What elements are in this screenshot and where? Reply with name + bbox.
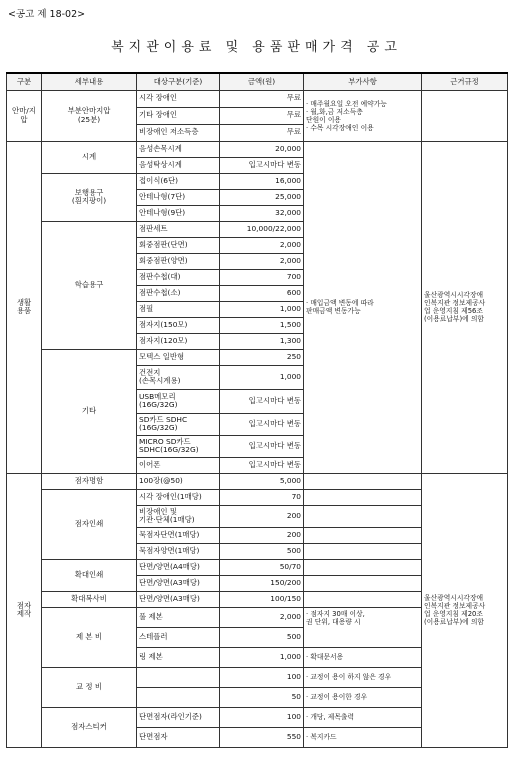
group-name: 점자스티커 <box>42 707 137 747</box>
header-category: 구분 <box>7 73 42 90</box>
table-cell-target: 단면점자(라인기준) <box>137 707 220 727</box>
table-cell-note <box>304 505 422 527</box>
table-cell-target: 비장애인 저소득층 <box>137 124 220 141</box>
group-name: 제 본 비 <box>42 607 137 667</box>
table-cell-note <box>304 489 422 505</box>
table-cell-note: · 확대문서용 <box>304 647 422 667</box>
table-cell-target: 점자지(150모) <box>137 317 220 333</box>
table-cell-target: 단면/양면(A3매당) <box>137 591 220 607</box>
basis-living: 울산광역시시각장애 인복지관 정보제공사 업 운영지침 제56조 (이용료납부)에 의함 <box>422 141 508 473</box>
table-cell-target: USB메모리 (16G/32G) <box>137 389 220 413</box>
table-cell-amount: 50 <box>220 687 304 707</box>
group-name: 기타 <box>42 349 137 473</box>
table-cell-target: 점판수첩(대) <box>137 269 220 285</box>
table-cell-amount: 5,000 <box>220 473 304 489</box>
table-cell-amount: 50/70 <box>220 559 304 575</box>
table-cell-note <box>304 543 422 559</box>
basis-massage <box>422 90 508 141</box>
table-cell-target: SD카드 SDHC (16G/32G) <box>137 413 220 435</box>
detail-massage: 부분안마지압 (25분) <box>42 90 137 141</box>
table-cell-target: 100장(@50) <box>137 473 220 489</box>
table-cell-amount: 600 <box>220 285 304 301</box>
page-title: 복지관이용료 및 용품판매가격 공고 <box>111 40 402 55</box>
table-cell-amount: 550 <box>220 727 304 747</box>
group-name: 확대인쇄 <box>42 559 137 591</box>
header-basis: 근거규정 <box>422 73 508 90</box>
table-cell-target: 단면점자 <box>137 727 220 747</box>
table-cell-amount: 500 <box>220 627 304 647</box>
table-cell-amount: 2,000 <box>220 607 304 627</box>
header-detail: 세부내용 <box>42 73 137 90</box>
table-cell-target: 링 제본 <box>137 647 220 667</box>
header-target: 대상구분(기준) <box>137 73 220 90</box>
table-cell-target: 비장애인 및 기관·단체(1매당) <box>137 505 220 527</box>
table-cell-amount: 16,000 <box>220 173 304 189</box>
table-cell-amount: 1,300 <box>220 333 304 349</box>
category-massage: 안마/지압 <box>7 90 42 141</box>
table-cell-target: 묵점자양면(1매당) <box>137 543 220 559</box>
table-cell-target: 이어폰 <box>137 457 220 473</box>
table-cell-note: · 점자지 30매 이상, 권 단위, 대용량 시 <box>304 607 422 647</box>
table-cell-note <box>304 575 422 591</box>
table-cell-target: 단면/양면(A3매당) <box>137 575 220 591</box>
table-cell-amount: 1,500 <box>220 317 304 333</box>
table-cell-amount: 700 <box>220 269 304 285</box>
table-cell-target: 시각 장애인(1매당) <box>137 489 220 505</box>
notice-number: <공고 제 18-02> <box>8 9 86 20</box>
table-cell-target: 모텍스 일반형 <box>137 349 220 365</box>
table-cell-target: 접이식(6단) <box>137 173 220 189</box>
header-amount: 금액(원) <box>220 73 304 90</box>
table-cell-amount: 100 <box>220 707 304 727</box>
price-table <box>6 72 508 748</box>
table-cell-amount: 입고시마다 변동 <box>220 157 304 173</box>
table-cell-note <box>304 591 422 607</box>
table-cell-target: 묵점자단면(1매당) <box>137 527 220 543</box>
table-cell-amount: 70 <box>220 489 304 505</box>
category-living: 생활 용품 <box>7 141 42 473</box>
table-cell-amount: 2,000 <box>220 253 304 269</box>
table-cell-amount: 입고시마다 변동 <box>220 435 304 457</box>
table-cell-target: 음성탁상시계 <box>137 157 220 173</box>
table-cell-amount: 100/150 <box>220 591 304 607</box>
table-cell-amount: 150/200 <box>220 575 304 591</box>
table-cell-target <box>137 667 220 687</box>
group-name: 점자인쇄 <box>42 489 137 559</box>
group-name: 확대복사비 <box>42 591 137 607</box>
table-cell-note: · 개당, 제목출력 <box>304 707 422 727</box>
table-cell-target: 기타 장애인 <box>137 107 220 124</box>
group-name: 보행용구 (흰지팡이) <box>42 173 137 221</box>
table-cell-note <box>304 527 422 543</box>
group-name: 점자명함 <box>42 473 137 489</box>
table-cell-target: 점자지(120모) <box>137 333 220 349</box>
table-cell-amount: 무료 <box>220 90 304 107</box>
table-cell-amount: 200 <box>220 505 304 527</box>
table-cell-note: · 교정이 용이 하지 않은 경우 <box>304 667 422 687</box>
table-cell-amount: 20,000 <box>220 141 304 157</box>
table-cell-target: 건전지 (손목시계용) <box>137 365 220 389</box>
table-cell-target: MICRO SD카드 SDHC(16G/32G) <box>137 435 220 457</box>
table-cell-target: 점판세트 <box>137 221 220 237</box>
table-cell-note <box>304 473 422 489</box>
group-name: 시계 <box>42 141 137 173</box>
table-cell-target: 단면/양면(A4매당) <box>137 559 220 575</box>
table-cell-target <box>137 687 220 707</box>
basis-braille: 울산광역시시각장애 인복지관 정보제공사 업 운영지침 제20조 (이용료납부)에 의함 <box>422 473 508 747</box>
table-cell-amount: 입고시마다 변동 <box>220 413 304 435</box>
table-cell-amount: 500 <box>220 543 304 559</box>
table-cell-amount: 10,000/22,000 <box>220 221 304 237</box>
table-cell-amount: 무료 <box>220 107 304 124</box>
table-cell-amount: 1,000 <box>220 301 304 317</box>
table-cell-amount: 200 <box>220 527 304 543</box>
table-cell-target: 회중점판(양면) <box>137 253 220 269</box>
note-living: · 매입금액 변동에 따라 판매금액 변동가능 <box>304 141 422 473</box>
table-cell-note: · 복지카드 <box>304 727 422 747</box>
table-cell-amount: 2,000 <box>220 237 304 253</box>
table-cell-amount: 100 <box>220 667 304 687</box>
category-braille: 점자 제작 <box>7 473 42 747</box>
table-cell-target: 풀 제본 <box>137 607 220 627</box>
table-cell-amount: 25,000 <box>220 189 304 205</box>
group-name: 학습용구 <box>42 221 137 349</box>
note-massage: · 매주월요일 오전 예약가능 · 월,화,금 저소득층 단원이 이용 · 수목 시각장애인 이용 <box>304 90 422 141</box>
table-cell-amount: 1,000 <box>220 647 304 667</box>
table-cell-target: 시각 장애인 <box>137 90 220 107</box>
table-cell-target: 회중점판(단면) <box>137 237 220 253</box>
table-cell-amount: 무료 <box>220 124 304 141</box>
table-cell-target: 안테나형(9단) <box>137 205 220 221</box>
table-cell-amount: 1,000 <box>220 365 304 389</box>
table-cell-amount: 입고시마다 변동 <box>220 389 304 413</box>
table-cell-amount: 32,000 <box>220 205 304 221</box>
table-cell-target: 스테플러 <box>137 627 220 647</box>
header-note: 부가사항 <box>304 73 422 90</box>
table-cell-amount: 250 <box>220 349 304 365</box>
table-cell-amount: 입고시마다 변동 <box>220 457 304 473</box>
table-cell-target: 안테나형(7단) <box>137 189 220 205</box>
group-name: 교 정 비 <box>42 667 137 707</box>
table-cell-target: 점판수첩(소) <box>137 285 220 301</box>
table-cell-target: 점필 <box>137 301 220 317</box>
table-cell-note <box>304 559 422 575</box>
table-cell-target: 음성손목시계 <box>137 141 220 157</box>
table-cell-note: · 교정이 용이한 경우 <box>304 687 422 707</box>
